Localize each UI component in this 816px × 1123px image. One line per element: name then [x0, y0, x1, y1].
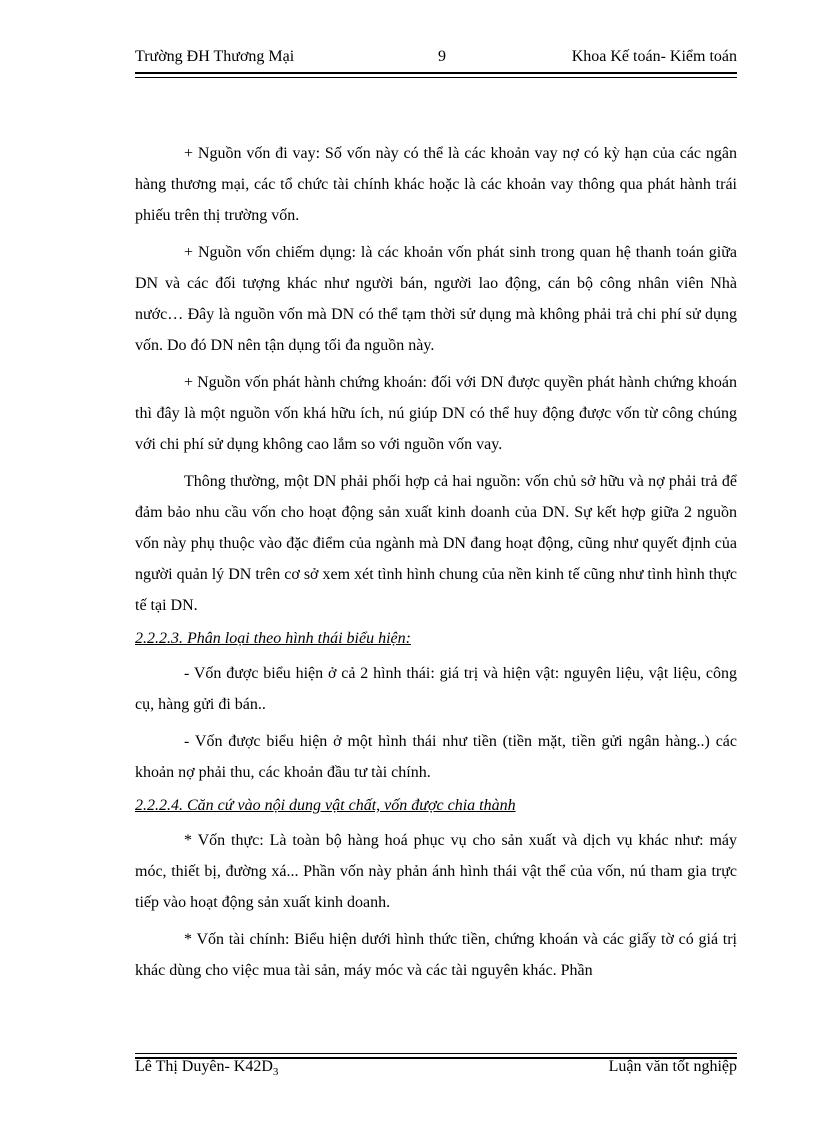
author-name: Lê Thị Duyên- K42D — [135, 1058, 273, 1075]
page-footer — [135, 1058, 737, 1080]
paragraph-securities-capital: + Nguồn vốn phát hành chứng khoán: đối với DN được quyền phát hành chứng khoán thì đây là một nguồn vốn khá hữu ích, nú giúp DN có thể huy động được vốn từ công chúng với chi phí sử dụng không cao lắm so với nguồn vốn vay. — [135, 374, 737, 453]
paragraph-borrowed-capital: + Nguồn vốn đi vay: Số vốn này có thể là các khoản vay nợ có kỳ hạn của các ngân hàng thương mại, các tổ chức tài chính khác hoặc là các khoản vay thông qua phát hành trái phiếu trên thị trường vốn. — [135, 145, 737, 224]
section-heading-2-2-2-3: 2.2.2.3. Phân loại theo hình thái biểu hiện: — [135, 630, 411, 647]
header-school: Trường ĐH Thương Mại — [135, 48, 295, 65]
page-header — [135, 48, 737, 70]
section-heading-2-2-2-4: 2.2.2.4. Căn cứ vào nội dung vật chất, vốn được chia thành — [135, 797, 516, 814]
header-faculty: Khoa Kế toán- Kiểm toán — [571, 48, 737, 65]
paragraph-real-capital: * Vốn thực: Là toàn bộ hàng hoá phục vụ cho sản xuất và dịch vụ khác như: máy móc, thiết bị, đường xá... Phần vốn này phản ánh hình thái vật thể của vốn, nú tham gia trực tiếp vào hoạt động sản xuất kinh doanh. — [135, 832, 737, 911]
paragraph-financial-capital: * Vốn tài chính: Biểu hiện dưới hình thức tiền, chứng khoán và các giấy tờ có giá trị khác dùng cho việc mua tài sản, máy móc và các tài nguyên khác. Phần — [135, 931, 737, 979]
paragraph-two-forms: - Vốn được biểu hiện ở cả 2 hình thái: giá trị và hiện vật: nguyên liệu, vật liệu, công cụ, hàng gửi đi bán.. — [135, 665, 737, 713]
author-class-subscript: 3 — [272, 1066, 279, 1079]
page-number: 9 — [438, 48, 446, 65]
header-rule — [135, 72, 737, 78]
paragraph-money-form: - Vốn được biểu hiện ở một hình thái như tiền (tiền mặt, tiền gửi ngân hàng..) các khoản nợ phải thu, các khoản đầu tư tài chính. — [135, 733, 737, 781]
footer-author — [135, 1058, 278, 1078]
paragraph-appropriated-capital: + Nguồn vốn chiếm dụng: là các khoản vốn phát sinh trong quan hệ thanh toán giữa DN và các đối tượng khác như người bán, người lao động, cán bộ công nhân viên Nhà nước… Đây là nguồn vốn mà DN có thể tạm thời sử dụng mà không phải trả chi phí sử dụng vốn. Do đó DN nên tận dụng tối đa nguồn này. — [135, 244, 737, 354]
paragraph-combination: Thông thường, một DN phải phối hợp cả hai nguồn: vốn chủ sở hữu và nợ phải trả để đảm bảo nhu cầu vốn cho hoạt động sản xuất kinh doanh của DN. Sự kết hợp giữa 2 nguồn vốn này phụ thuộc vào đặc điểm của ngành mà DN đang hoạt động, cũng như quyết định của người quản lý DN trên cơ sở xem xét tình hình chung của nền kinh tế cũng như tình hình thực tế tại DN. — [135, 473, 737, 614]
page-body — [135, 138, 737, 992]
footer-thesis-label: Luận văn tốt nghiệp — [608, 1058, 737, 1075]
